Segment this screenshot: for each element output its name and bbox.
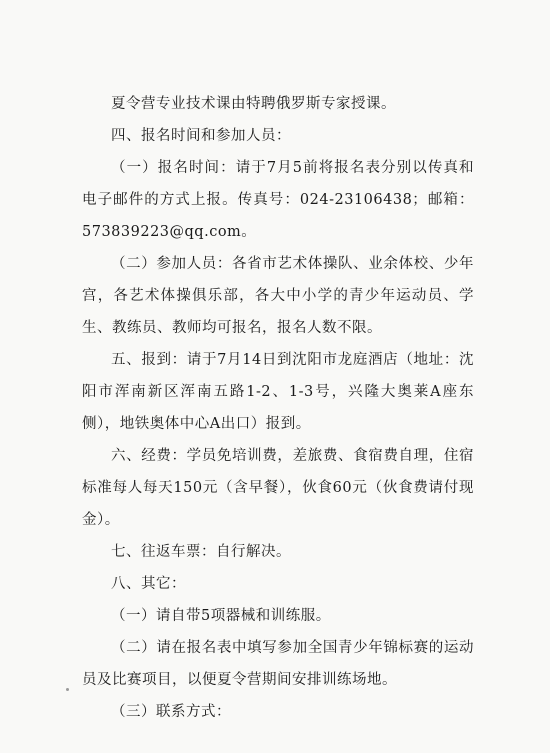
- paragraph-tickets: 七、往返车票：自行解决。: [111, 544, 291, 560]
- section-heading-other: 八、其它：: [111, 576, 186, 592]
- section-heading-registration: 四、报名时间和参加人员：: [111, 128, 291, 144]
- paragraph-course-note: 夏令营专业技术课由特聘俄罗斯专家授课。: [111, 96, 396, 112]
- paragraph-equipment: （一）请自带5项器械和训练服。: [111, 608, 331, 624]
- paragraph-expenses: 六、经费：学员免培训费，差旅费、食宿费自理，住宿标准每人每天150元（含早餐），伙食60元（伙食费请付现金）。: [82, 448, 474, 528]
- document-body: [82, 88, 474, 728]
- scan-dot-mark: [66, 688, 69, 691]
- paragraph-registration-time: （一）报名时间：请于7月5前将报名表分别以传真和电子邮件的方式上报。传真号：024-23106438；邮箱：573839223@qq.com。: [82, 160, 474, 240]
- paragraph-athlete-info: （二）请在报名表中填写参加全国青少年锦标赛的运动员及比赛项目，以便夏令营期间安排训练场地。: [82, 640, 474, 688]
- paragraph-participants: （二）参加人员：各省市艺术体操队、业余体校、少年宫，各艺术体操俱乐部，各大中小学的青少年运动员、学生、教练员、教师均可报名，报名人数不限。: [82, 256, 474, 336]
- paragraph-check-in: 五、报到：请于7月14日到沈阳市龙庭酒店（地址：沈阳市浑南新区浑南五路1-2、1-3号，兴隆大奥莱A座东侧），地铁奥体中心A出口）报到。: [82, 352, 474, 432]
- paragraph-contact: （三）联系方式：: [111, 704, 231, 720]
